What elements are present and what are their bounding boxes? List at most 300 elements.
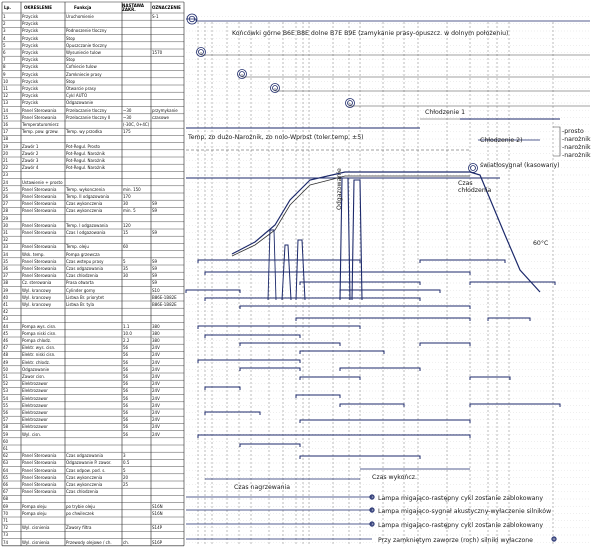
row-marking: czasowe <box>152 114 170 120</box>
row-setting: 5 <box>123 258 126 264</box>
annotation-cooling-time: Czas chłodzenia <box>458 180 492 194</box>
row-number: 71 <box>3 518 9 523</box>
row-marking: 24V <box>152 410 160 415</box>
row-designation: Panel Sterowania <box>22 258 57 264</box>
signal-on-interval <box>300 420 470 423</box>
row-number: 50 <box>3 366 9 372</box>
row-designation: Zawór 1 <box>22 143 39 149</box>
row-setting: 56 <box>123 352 129 358</box>
row-number: 57 <box>3 417 9 423</box>
row-designation: Wyl. krancowy <box>22 302 52 307</box>
row-number: 32 <box>3 237 9 243</box>
row-function: Temp. II odgazowania <box>66 194 110 199</box>
row-designation: Pompa oleju <box>22 503 47 509</box>
row-number: 64 <box>3 467 9 473</box>
row-number: 72 <box>3 525 9 531</box>
row-function: Pot-Regul. Prosto <box>66 143 100 149</box>
row-number: 53 <box>3 388 9 394</box>
row-function: Wysuniecie tulow <box>66 50 101 55</box>
row-designation: Elektr. wys. cisn. <box>22 345 56 351</box>
row-designation: Wyl. krancowy <box>22 294 52 300</box>
row-designation: Panel Sterowania <box>22 194 57 199</box>
signal-on-interval <box>420 343 470 346</box>
row-designation: Panel Sterowania <box>22 453 57 459</box>
row-function: Czas chlodzenia <box>66 489 99 495</box>
row-number: 18 <box>3 136 9 142</box>
row-marking: S10 <box>152 287 160 293</box>
row-marking: S9 <box>152 273 158 279</box>
row-designation: Elektr. niski cisn. <box>22 352 56 358</box>
row-function: Czas odgazowania <box>66 453 104 459</box>
row-setting: 120 <box>123 222 131 228</box>
signal-on-interval <box>470 377 510 380</box>
row-marking: S-1 <box>152 14 159 19</box>
header-nastawa: NASTAWA ZAKR. <box>122 3 144 12</box>
row-designation: Przycisk <box>22 64 39 70</box>
row-setting: 56 <box>123 388 129 394</box>
row-setting: 60 <box>123 244 129 250</box>
row-marking: 24V <box>152 395 160 401</box>
row-designation: Cz. sterowania <box>22 280 52 286</box>
row-number: 2 <box>3 21 6 27</box>
row-function: Listwa Br. tyla <box>66 302 95 307</box>
row-designation: Przycisk <box>22 21 39 27</box>
row-marking: S16N <box>152 510 163 516</box>
row-number: 62 <box>3 453 9 459</box>
row-function: Czas odpow. pod. s. <box>66 467 106 473</box>
header-funkcja: Funkcja <box>74 5 92 10</box>
row-number: 65 <box>3 474 9 480</box>
signal-on-interval <box>240 444 300 447</box>
row-marking: S16P <box>152 539 163 545</box>
temperature-curve <box>232 176 470 256</box>
row-designation: Wyl. cisnienia <box>22 525 50 531</box>
annotation-lamp-2: Lampa migająco-sygnał akustyczny-wyłaczenie silników <box>378 508 552 515</box>
row-marking: 24V <box>152 345 160 351</box>
row-number: 25 <box>3 186 9 192</box>
row-marking: S9 <box>152 201 158 207</box>
signal-trace <box>553 127 560 156</box>
row-marking: 24V <box>152 352 160 358</box>
row-function: Temp. wykonczenia <box>66 186 105 192</box>
row-designation: Pompa wys. cisn. <box>22 323 57 329</box>
row-function: Podnoszenie tloczny <box>66 28 107 34</box>
light-signal-marker <box>471 166 476 171</box>
row-marking: 380 <box>152 330 160 336</box>
row-designation: Zawór 3 <box>22 158 39 163</box>
row-designation: Elektr. chlodz. <box>22 359 51 365</box>
row-function: po trybie oleju <box>66 503 95 509</box>
row-number: 46 <box>3 338 9 343</box>
row-function: Pot-Regul. Narożnik <box>66 165 106 171</box>
row-function: Czas wykonczenia <box>66 201 103 207</box>
row-function: Otwarcie prasy <box>66 86 97 91</box>
row-marking: S14P <box>152 525 163 531</box>
row-number: 9 <box>3 71 6 77</box>
row-number: 40 <box>3 294 9 300</box>
annotation-temp-note: Temp. zo dużo-Narożnik, zo nolo-Wprost (toler.temp. ±5) <box>188 134 364 141</box>
legend-naroznik-3: -narożnik <box>562 152 591 159</box>
row-number: 3 <box>3 28 6 34</box>
row-setting: ~30 <box>123 114 132 120</box>
row-function: Czas I odgazowania <box>66 230 106 235</box>
row-number: 48 <box>3 352 9 358</box>
signal-trace <box>275 88 590 91</box>
row-setting: 56 <box>123 395 129 401</box>
row-number: 8 <box>3 64 6 70</box>
row-setting: 2.2 <box>123 338 130 343</box>
row-number: 61 <box>3 446 9 451</box>
row-designation: Pompa chlodz. <box>22 338 52 343</box>
row-marking: B86E-1B82E <box>152 302 177 307</box>
row-number: 68 <box>3 496 9 502</box>
row-setting: ch. <box>123 539 130 545</box>
row-designation: Przycisk <box>22 100 39 106</box>
signal-on-interval <box>240 306 470 309</box>
row-designation: Zawór 2 <box>22 150 39 156</box>
row-marking: 24V <box>152 374 160 379</box>
row-designation: Panel Sterowania <box>22 107 57 113</box>
row-designation: Panel Sterowania <box>22 208 57 214</box>
row-number: 11 <box>3 86 9 91</box>
row-marking: S16N <box>152 503 163 509</box>
signal-on-interval <box>340 290 440 293</box>
row-setting: 56 <box>123 345 129 351</box>
row-setting: 25 <box>123 482 129 487</box>
row-setting: min. 150 <box>123 186 141 192</box>
row-function: Stop <box>66 57 76 63</box>
legend-naroznik-1: -narożnik <box>562 136 591 143</box>
signal-on-interval <box>205 412 260 415</box>
row-setting: 56 <box>123 381 129 387</box>
row-setting: 20 <box>123 474 129 480</box>
row-designation: Przycisk <box>22 14 39 19</box>
row-designation: Elektrozawor <box>22 395 48 401</box>
row-function: Pot-Regul. Narożnik <box>66 150 106 156</box>
row-designation: Panel Sterowania <box>22 489 57 495</box>
row-setting: 5 <box>123 467 126 473</box>
row-number: 24 <box>3 179 9 185</box>
row-designation: Elektrozawor <box>22 417 48 423</box>
row-number: 73 <box>3 532 9 538</box>
annotation-degassing: Odgazowanie <box>336 168 343 210</box>
annotation-cooling-2: Chłodzenie 2) <box>480 137 523 144</box>
row-number: 20 <box>3 150 9 156</box>
row-designation: Przycisk <box>22 35 39 41</box>
row-function: Stop <box>66 35 76 41</box>
row-marking: 24V <box>152 381 160 387</box>
signal-trace <box>201 52 590 55</box>
row-setting: 56 <box>123 410 129 415</box>
signal-on-interval <box>240 343 340 346</box>
row-function: Listwa Br. priorytet <box>66 294 104 300</box>
row-number: 19 <box>3 143 9 149</box>
row-function: Czas wykonczenia <box>66 482 103 487</box>
row-function: Pot-Regul. Narożnik <box>66 158 106 163</box>
row-function: Czas wykonczenia <box>66 208 103 214</box>
row-marking: B86E-1B82E <box>152 294 177 300</box>
row-number: 16 <box>3 122 9 127</box>
row-number: 41 <box>3 302 9 307</box>
row-number: 6 <box>3 50 6 55</box>
signal-on-interval <box>198 360 300 363</box>
row-setting: ~30 <box>123 107 132 113</box>
row-number: 63 <box>3 460 9 466</box>
row-designation: Panel Sterowania <box>22 460 57 466</box>
row-function: Odgazowanie P. zawor. <box>66 460 112 466</box>
row-designation: Panel Sterowania <box>22 266 57 271</box>
annotation-cooling-1: Chłodzenie 1 <box>425 109 466 116</box>
row-function: Przelaczanie tloczny <box>66 107 107 113</box>
row-number: 43 <box>3 316 9 322</box>
row-designation: Temperaturomierz <box>22 122 59 127</box>
signal-on-interval <box>186 290 240 293</box>
row-number: 21 <box>3 158 9 163</box>
row-number: 26 <box>3 194 9 199</box>
signal-on-interval <box>198 326 360 329</box>
row-designation: Panel Sterowania <box>22 244 57 250</box>
row-designation: Wyl. krancowy <box>22 287 52 293</box>
row-number: 27 <box>3 201 9 207</box>
row-designation: Przycisk <box>22 86 39 91</box>
row-function: Temp. wy przodka <box>66 129 103 135</box>
row-setting: 56 <box>123 374 129 379</box>
row-designation: Panel Sterowania <box>22 114 57 120</box>
row-number: 69 <box>3 503 9 509</box>
row-number: 58 <box>3 424 9 430</box>
row-number: 4 <box>3 35 6 41</box>
row-number: 33 <box>3 244 9 250</box>
row-number: 13 <box>3 100 9 106</box>
row-function: Temp. oleju <box>66 244 89 250</box>
row-number: 15 <box>3 114 9 120</box>
row-marking: 24V <box>152 359 160 365</box>
row-function: Prasa otwarta <box>66 280 94 286</box>
row-marking: 24V <box>152 424 160 430</box>
row-setting: 175 <box>123 129 131 135</box>
row-function: Cylinder gorny <box>66 287 96 293</box>
row-number: 28 <box>3 208 9 214</box>
annotation-top-switches: Końcówki górne B6E B8E dolne B7E B9E (zamykanie prasy-opuszcz. w dolnym położeniu) <box>232 30 509 37</box>
row-number: 17 <box>3 129 9 135</box>
row-number: 36 <box>3 266 9 271</box>
closing-marker <box>553 538 555 540</box>
header-oznaczenie: OZNACZENIE <box>152 5 181 10</box>
signal-on-interval <box>205 335 300 338</box>
row-setting: min. 5 <box>123 208 136 214</box>
row-designation: Wyl. cisnienia <box>22 539 50 545</box>
row-setting: 35 <box>123 266 129 271</box>
row-designation: Zawor cisn. <box>22 374 46 379</box>
annotation-lamp-3: Lampa migająco-rastępny cykl zostanie zablokowany <box>378 522 544 529</box>
row-setting: 56 <box>123 366 129 372</box>
row-number: 31 <box>3 230 9 235</box>
row-number: 45 <box>3 330 9 336</box>
row-number: 22 <box>3 165 9 171</box>
row-number: 56 <box>3 410 9 415</box>
row-number: 67 <box>3 489 9 495</box>
temperature-dip <box>268 230 276 300</box>
row-setting: 0.5 <box>123 460 130 466</box>
row-setting: 56 <box>123 417 129 423</box>
row-designation: Zawór 4 <box>22 165 39 171</box>
signal-trace <box>186 19 590 21</box>
row-marking: S9 <box>152 280 158 286</box>
row-number: 49 <box>3 359 9 365</box>
row-designation: Elektrozawor <box>22 402 48 408</box>
row-marking: przymykanie <box>152 107 178 113</box>
row-number: 47 <box>3 345 9 351</box>
row-number: 14 <box>3 107 9 113</box>
row-function: Czas odgazowania <box>66 266 104 271</box>
row-number: 1 <box>3 14 6 19</box>
row-number: 44 <box>3 323 9 329</box>
row-function: Odgazowanie <box>66 100 94 106</box>
row-number: 70 <box>3 510 9 516</box>
row-designation: Przycisk <box>22 57 39 63</box>
row-number: 74 <box>3 539 9 545</box>
row-designation: Panel Sterowania <box>22 273 57 279</box>
row-setting: 10.0 <box>123 330 132 336</box>
signal-trace <box>242 74 590 77</box>
row-marking: 24V <box>152 388 160 394</box>
row-designation: Panel Sterowania <box>22 222 57 228</box>
header-okreslenie: OKRESLENIE <box>24 5 53 10</box>
row-number: 37 <box>3 273 9 279</box>
annotation-lamp-1: Lampa migająco-rastępny cykl zostanie zablokowany <box>378 495 544 502</box>
row-designation: Panel Sterowania <box>22 482 57 487</box>
row-setting: 30 <box>123 201 129 207</box>
row-marking: 24V <box>152 402 160 408</box>
row-designation: Odgazowanie <box>22 366 50 372</box>
annotation-heating-time: Czas nagrzewania <box>234 484 291 491</box>
row-number: 39 <box>3 287 9 293</box>
row-number: 51 <box>3 374 9 379</box>
row-designation: Wsk. temp. <box>22 251 45 257</box>
row-marking: 1570 <box>152 50 163 55</box>
temperature-dip <box>296 240 305 300</box>
row-setting: 1.1 <box>123 323 130 329</box>
row-designation: Panel Sterowania <box>22 230 57 235</box>
row-setting: 30 <box>123 273 129 279</box>
row-designation: Elektrozawor <box>22 381 48 387</box>
row-marking: 380 <box>152 323 160 329</box>
row-designation: Panel Sterowania <box>22 467 57 473</box>
annotation-finish-time: Czas wykończ. <box>372 474 417 481</box>
row-number: 55 <box>3 402 9 408</box>
row-designation: Elektrozawor <box>22 410 48 415</box>
row-function: Stop <box>66 78 76 84</box>
annotation-closing: Przy zamkniętym zaworze (roch) silniki wyłaczone <box>378 537 533 544</box>
row-function: Pompa grzewcza <box>66 251 100 257</box>
row-function: Czas wstepu prasy <box>66 258 104 264</box>
row-function: po chwileczek <box>66 510 95 516</box>
row-number: 30 <box>3 222 9 228</box>
row-marking: S9 <box>152 230 158 235</box>
row-function: Zamkniecie prasy <box>66 71 102 77</box>
row-number: 10 <box>3 78 9 84</box>
row-designation: Przycisk <box>22 71 39 77</box>
row-setting: 56 <box>123 359 129 365</box>
row-setting: 170 <box>123 194 131 199</box>
row-designation: Panel Sterowania <box>22 474 57 480</box>
signal-on-interval <box>198 435 470 438</box>
row-number: 34 <box>3 251 9 257</box>
header-lp: Lp. <box>4 5 11 10</box>
legend-prosto: -prosto <box>562 128 584 135</box>
row-number: 52 <box>3 381 9 387</box>
row-designation: Panel Sterowania <box>22 201 57 207</box>
signal-on-interval <box>205 298 420 301</box>
row-designation: Elektrozawor <box>22 388 48 394</box>
row-number: 23 <box>3 172 9 178</box>
row-number: 35 <box>3 258 9 264</box>
signal-on-interval <box>205 272 470 275</box>
row-function: Cykl AUTO <box>66 93 88 99</box>
row-number: 54 <box>3 395 9 401</box>
legend-naroznik-2: -narożnik <box>562 144 591 151</box>
row-number: 5 <box>3 42 6 48</box>
row-designation: Wyl. cisn. <box>22 431 42 437</box>
row-number: 42 <box>3 309 9 315</box>
row-designation: Temp. pow. grzew. <box>22 129 59 135</box>
row-designation: Przycisk <box>22 93 39 99</box>
row-setting: 3 <box>123 453 126 459</box>
row-marking: 24V <box>152 417 160 423</box>
row-number: 66 <box>3 482 9 487</box>
row-setting: 15 <box>123 230 129 235</box>
row-function: Przelaczanie tloczny II <box>66 114 111 120</box>
row-setting: 56 <box>123 424 129 430</box>
annotation-light-signal: światłosygnał (kasowany) <box>480 162 560 169</box>
row-number: 59 <box>3 431 9 437</box>
row-marking: S9 <box>152 266 158 271</box>
row-designation: Przycisk <box>22 50 39 55</box>
row-setting: (-30C, 0+4C) <box>123 122 150 127</box>
row-number: 38 <box>3 280 9 286</box>
signal-on-interval <box>296 395 340 398</box>
row-function: Czas wykonczenia <box>66 474 103 480</box>
row-designation: Przycisk <box>22 28 39 34</box>
signal-on-interval <box>205 387 240 390</box>
row-number: 7 <box>3 57 6 63</box>
row-designation: Ustawienie + prosto <box>22 179 63 185</box>
row-marking: 24V <box>152 366 160 372</box>
signal-on-interval <box>300 351 384 354</box>
signal-on-interval <box>470 282 555 285</box>
row-function: Opuszczanie tloczny <box>66 42 107 48</box>
annotation-temp-60: 60°C <box>533 240 549 247</box>
row-marking: S9 <box>152 258 158 264</box>
row-designation: Pompa niski cisn. <box>22 330 57 336</box>
row-setting: 56 <box>123 431 129 437</box>
row-designation: Panel Sterowania <box>22 186 57 192</box>
row-function: Czas chlodzenia <box>66 273 99 279</box>
row-number: 60 <box>3 438 9 444</box>
row-number: 12 <box>3 93 9 99</box>
row-marking: 380 <box>152 338 160 343</box>
row-designation: Elektrozawor <box>22 424 48 430</box>
row-function: Temp. I odgazowania <box>66 222 108 228</box>
row-marking: S9 <box>152 208 158 214</box>
row-designation: Przycisk <box>22 78 39 84</box>
row-function: Cofniecie tulow <box>66 64 97 70</box>
row-designation: Przycisk <box>22 42 39 48</box>
row-marking: 24V <box>152 431 160 437</box>
row-function: Uruchomienie <box>66 14 94 19</box>
row-function: Zawory filtra <box>66 525 92 531</box>
row-function: Przewody olejowe / ch. <box>66 539 112 545</box>
